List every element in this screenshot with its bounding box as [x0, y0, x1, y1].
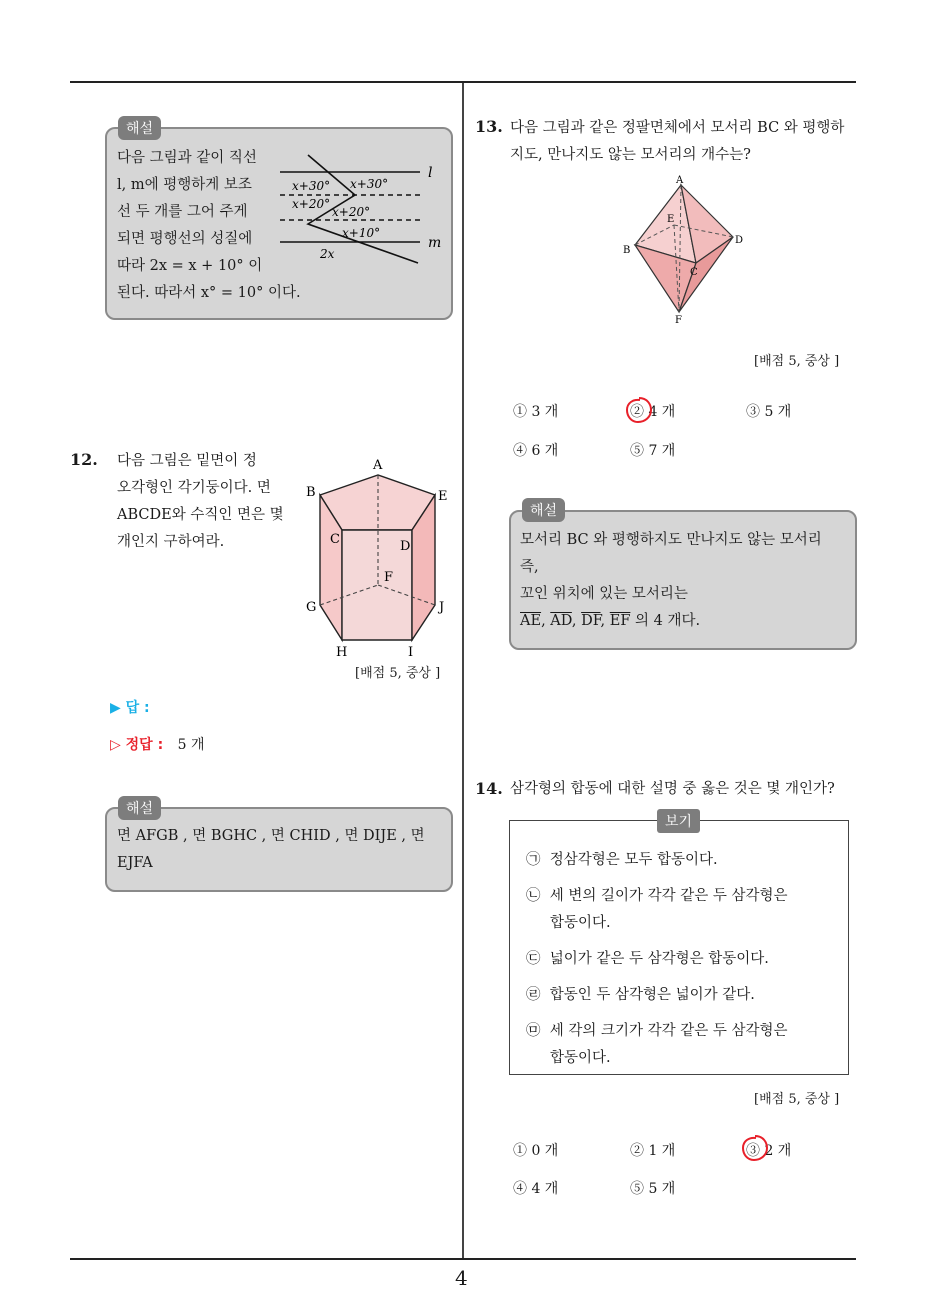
vertex-label: A	[373, 458, 383, 473]
q13-number: 13.	[475, 117, 503, 136]
q13-solution-line: 꼬인 위치에 있는 모서리는	[520, 586, 688, 602]
q14-bogi-items	[526, 847, 846, 1072]
q12-solution-line: 면 AFGB , 면 BGHC , 면 CHID , 면 DIJE , 면	[117, 828, 425, 844]
octahedron-figure	[618, 175, 748, 325]
q12-question	[117, 448, 292, 556]
vertex-label: C	[690, 267, 698, 278]
q12-answer-label: ▶ 답 :	[110, 700, 150, 716]
q14-choice[interactable]: ④ 4 개	[513, 1181, 559, 1197]
q14-choice-selected[interactable]: ③ 2 개	[746, 1143, 792, 1159]
q14-choice[interactable]: ⑤ 5 개	[630, 1181, 676, 1197]
q12-question-line: 오각형인 각기둥이다. 면	[117, 480, 271, 496]
vertex-label: F	[384, 570, 394, 585]
q13-choice[interactable]: ① 3 개	[513, 404, 559, 420]
vertex-label: B	[306, 485, 316, 500]
q12-solution-tag: 해설	[118, 796, 161, 820]
angle-label: x+20°	[292, 197, 331, 211]
q11-solution-text	[117, 145, 301, 307]
vertex-label: E	[438, 489, 448, 504]
q13-question-line: 지도, 만나지도 않는 모서리의 개수는?	[510, 147, 751, 163]
vertex-label: F	[675, 315, 682, 325]
q14-question: 삼각형의 합동에 대한 설명 중 옳은 것은 몇 개인가?	[510, 781, 835, 797]
angle-label: x+30°	[350, 177, 389, 191]
q13-solution-edges: $\overline{AE}$, $\overline{AD}$, $\overline{DF}$, $\overline{EF}$ 의 4 개다.	[520, 613, 701, 629]
q13-solution-text	[520, 527, 850, 635]
vertex-label: D	[735, 235, 744, 246]
vertex-label: C	[330, 532, 340, 547]
q11-solution-tag: 해설	[118, 116, 161, 140]
bogi-item: ㉡ 세 변의 길이가 각각 같은 두 삼각형은 합동이다.	[526, 888, 788, 931]
angle-label: x+10°	[342, 226, 381, 240]
bogi-item: ㉤ 세 각의 크기가 각각 같은 두 삼각형은 합동이다.	[526, 1023, 788, 1066]
q12-correct-label: ▷ 정답 :	[110, 737, 164, 753]
q13-solution-line: 즉,	[520, 559, 539, 575]
q12-question-line: ABCDE와 수직인 면은 몇	[117, 507, 284, 523]
q13-solution-tail: 의 4 개다.	[635, 613, 701, 629]
vertex-label: A	[676, 175, 684, 186]
vertex-label: I	[408, 645, 414, 660]
q13-choice-selected[interactable]: ② 4 개	[630, 404, 676, 420]
vertex-label: G	[306, 600, 317, 615]
q12-number: 12.	[70, 450, 98, 469]
q12-correct-row	[110, 734, 205, 754]
bogi-item: ㉣ 합동인 두 삼각형은 넓이가 같다.	[526, 987, 755, 1003]
q12-correct-value: 5 개	[177, 737, 205, 753]
q13-score: [배점 5, 중상 ]	[754, 354, 840, 369]
label-l: l	[428, 165, 433, 181]
q12-solution-text	[117, 823, 447, 877]
q14-bogi-tag: 보기	[657, 809, 700, 833]
q12-score: [배점 5, 중상 ]	[355, 666, 441, 681]
selected-answer-circle	[624, 395, 654, 425]
vertex-label: H	[336, 645, 348, 660]
angle-label: 2x	[320, 247, 335, 261]
edge-label: $\overline{AD}$	[550, 613, 572, 629]
q11-solution-line: 선 두 개를 그어 주게	[117, 204, 248, 220]
q12-solution-line: EJFA	[117, 855, 153, 871]
q14-choice[interactable]: ① 0 개	[513, 1143, 559, 1159]
q13-choice[interactable]: ⑤ 7 개	[630, 443, 676, 459]
q13-choice[interactable]: ③ 5 개	[746, 404, 792, 420]
vertex-label: E	[667, 214, 675, 225]
q12-question-line: 개인지 구하여라.	[117, 534, 225, 550]
edge-label: $\overline{EF}$	[609, 613, 631, 629]
q13-solution-tag: 해설	[522, 498, 565, 522]
q11-solution-line: 다음 그림과 같이 직선	[117, 150, 257, 166]
pentagonal-prism-figure	[300, 455, 460, 660]
edge-label: $\overline{DF}$	[581, 613, 601, 629]
q11-solution-line: l, m에 평행하게 보조	[117, 177, 252, 193]
edge-label: $\overline{AE}$	[520, 613, 542, 629]
q13-question-line: 다음 그림과 같은 정팔면체에서 모서리 BC 와 평행하	[510, 120, 845, 136]
q12-question-line: 다음 그림은 밑면이 정	[117, 453, 257, 469]
angle-label: x+30°	[292, 179, 331, 193]
parallel-lines-figure	[280, 150, 450, 270]
q13-question	[510, 115, 860, 169]
q13-choice[interactable]: ④ 6 개	[513, 443, 559, 459]
column-divider	[462, 83, 464, 1259]
q13-solution-line: 모서리 BC 와 평행하지도 만나지도 않는 모서리	[520, 532, 822, 548]
vertex-label: J	[439, 600, 445, 615]
bottom-rule	[70, 1258, 856, 1260]
q14-choice[interactable]: ② 1 개	[630, 1143, 676, 1159]
q11-solution-line: 된다. 따라서 x° = 10° 이다.	[117, 285, 301, 301]
label-m: m	[428, 235, 442, 251]
vertex-label: D	[400, 539, 411, 554]
q14-score: [배점 5, 중상 ]	[754, 1092, 840, 1107]
selected-answer-circle	[740, 1133, 770, 1163]
q11-solution-line: 따라 2x = x + 10° 이	[117, 258, 263, 274]
bogi-item: ㉢ 넓이가 같은 두 삼각형은 합동이다.	[526, 951, 769, 967]
page-number: 4	[455, 1266, 468, 1290]
bogi-item: ㉠ 정삼각형은 모두 합동이다.	[526, 852, 718, 868]
vertex-label: B	[623, 245, 631, 256]
angle-label: x+20°	[332, 205, 371, 219]
q11-solution-line: 되면 평행선의 성질에	[117, 231, 253, 247]
q14-number: 14.	[475, 779, 503, 798]
